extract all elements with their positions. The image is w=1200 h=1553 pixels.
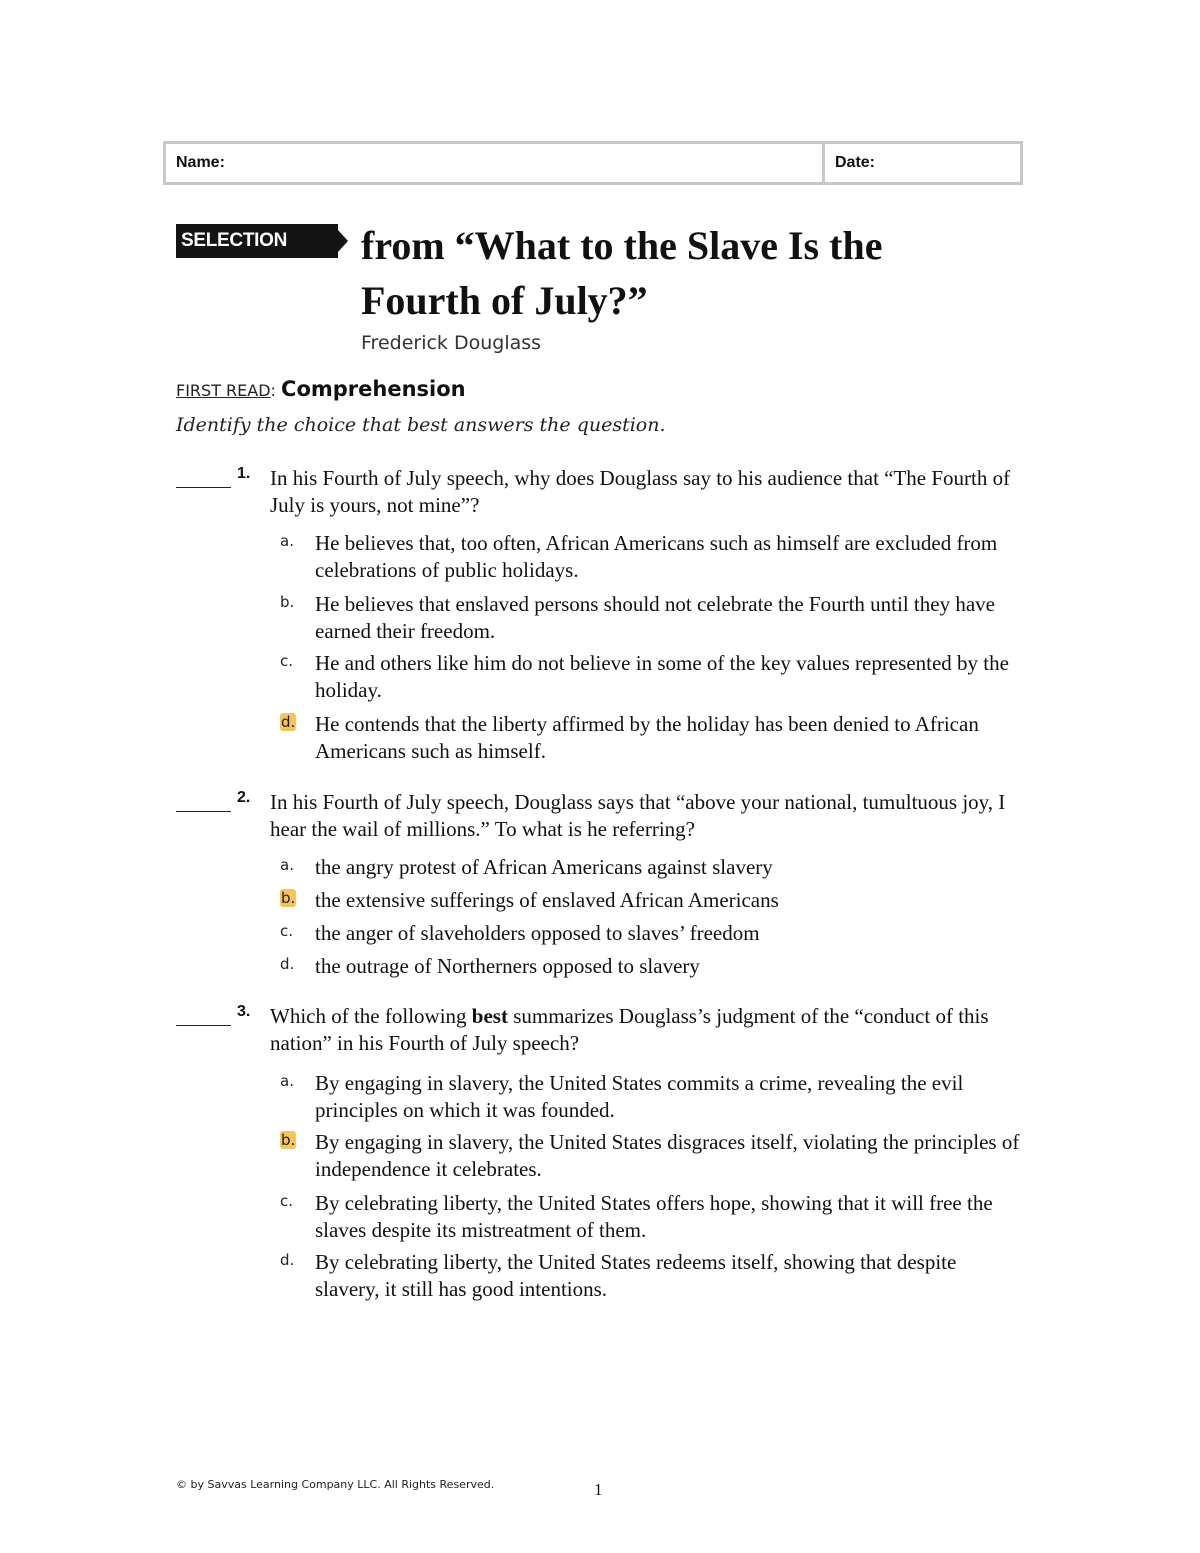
choice-text: the extensive sufferings of enslaved African Americans	[315, 888, 779, 912]
choice-text: He believes that enslaved persons should not celebrate the Fourth until they have earned their freedom.	[315, 592, 995, 643]
answer-blank[interactable]	[176, 811, 231, 812]
page-number: 1	[594, 1480, 603, 1499]
choice-text: He contends that the liberty affirmed by the holiday has been denied to African Americans such as himself.	[315, 712, 979, 763]
choice-letter: d.	[280, 955, 295, 973]
choice-letter: c.	[280, 1192, 294, 1210]
date-field[interactable]	[825, 144, 1020, 182]
choice-text: By celebrating liberty, the United States offers hope, showing that it will free the slaves despite its mistreatment of them.	[315, 1191, 993, 1242]
choice-letter: c.	[280, 922, 294, 940]
name-label: Name:	[176, 154, 225, 171]
answer-blank[interactable]	[176, 487, 231, 488]
choice-text: By engaging in slavery, the United States commits a crime, revealing the evil principles on which it was founded.	[315, 1071, 964, 1122]
choice-text: the outrage of Northerners opposed to slavery	[315, 954, 700, 978]
question-text-before: Which of the following	[270, 1004, 472, 1028]
question-number: 1.	[237, 465, 251, 482]
choice-text: the anger of slaveholders opposed to slaves’ freedom	[315, 921, 760, 945]
question-text-after: summarizes Douglass’s judgment of the “conduct of this nation” in his Fourth of July speech?	[270, 1004, 989, 1055]
question-text	[270, 1003, 1016, 1057]
section-heading	[176, 377, 466, 401]
choice-letter: a.	[280, 1072, 294, 1090]
badge-arrow-icon	[338, 230, 348, 252]
choice-letter: c.	[280, 652, 294, 670]
author: Frederick Douglass	[361, 332, 542, 354]
choice-text: By engaging in slavery, the United States disgraces itself, violating the principles of independence it celebrates.	[315, 1130, 1020, 1181]
instruction: Identify the choice that best answers the question.	[176, 414, 666, 436]
date-label: Date:	[835, 154, 876, 171]
page-title: from “What to the Slave Is the Fourth of July?”	[361, 223, 883, 323]
choice-letter: a.	[280, 532, 294, 550]
choice-letter: a.	[280, 856, 294, 874]
name-date-table	[163, 141, 1023, 185]
choice-letter: d.	[280, 1251, 295, 1269]
answer-highlight: b.	[281, 1131, 296, 1149]
answer-highlight: d.	[281, 713, 296, 731]
choice-text: By celebrating liberty, the United States redeems itself, showing that despite slavery, it still has good intentions.	[315, 1250, 957, 1301]
badge-label: SELECTION TEST	[176, 224, 338, 258]
first-read-label: FIRST READ	[176, 381, 271, 400]
answer-blank[interactable]	[176, 1025, 231, 1026]
question-text: In his Fourth of July speech, why does Douglass say to his audience that “The Fourth of July is yours, not mine”?	[270, 466, 1011, 517]
name-field[interactable]	[166, 144, 825, 182]
comprehension-heading: Comprehension	[281, 377, 466, 401]
choice-text: He believes that, too often, African Americans such as himself are excluded from celebrations of public holidays.	[315, 531, 998, 582]
choice-text: He and others like him do not believe in some of the key values represented by the holiday.	[315, 651, 1009, 702]
question-number: 3.	[237, 1003, 251, 1020]
section-colon: :	[270, 381, 276, 400]
question-text: In his Fourth of July speech, Douglass says that “above your national, tumultuous joy, I hear the wail of millions.” To what is he referring?	[270, 790, 1006, 841]
selection-test-badge	[176, 224, 352, 285]
emphasis-best: best	[471, 1004, 508, 1028]
choice-letter: b.	[280, 593, 295, 611]
question-number: 2.	[237, 789, 251, 806]
choice-text: the angry protest of African Americans against slavery	[315, 855, 773, 879]
answer-highlight: b.	[281, 889, 296, 907]
copyright-footer: © by Savvas Learning Company LLC. All Rights Reserved.	[176, 1478, 495, 1491]
